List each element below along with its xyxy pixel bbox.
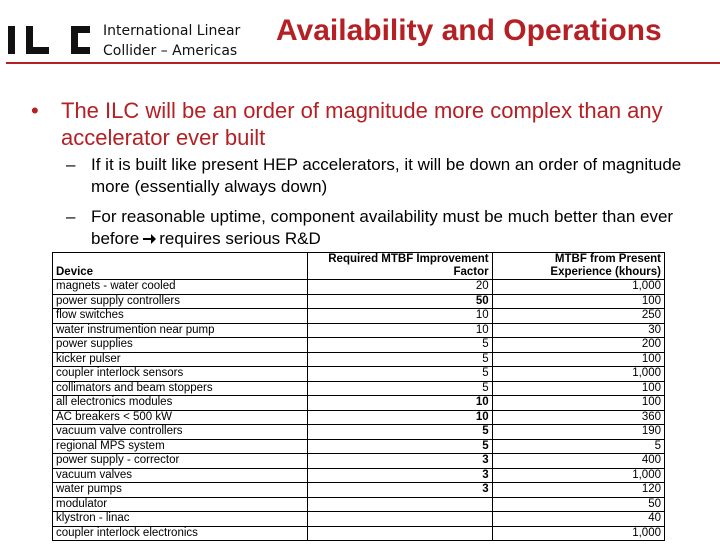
header-improvement-factor: Required MTBF Improvement Factor: [308, 253, 492, 280]
org-line-2: Collider – Americas: [103, 43, 238, 59]
device-cell: magnets - water cooled: [53, 280, 308, 295]
improvement-factor-cell: 5: [308, 439, 492, 454]
present-mtbf-cell: 120: [492, 483, 664, 498]
improvement-factor-cell: 10: [308, 309, 492, 324]
improvement-factor-cell: [308, 526, 492, 541]
main-bullet-text: The ILC will be an order of magnitude more complex than any accelerator ever built: [61, 98, 663, 150]
table-row: [53, 294, 665, 309]
mtbf-table: [52, 252, 665, 541]
table-row: [53, 468, 665, 483]
present-mtbf-cell: 100: [492, 396, 664, 411]
device-cell: kicker pulser: [53, 352, 308, 367]
table-row: [53, 309, 665, 324]
bullet-dot: •: [31, 98, 39, 123]
table-row: [53, 497, 665, 512]
table-row: [53, 410, 665, 425]
header-device: Device: [53, 253, 308, 280]
present-mtbf-cell: 190: [492, 425, 664, 440]
improvement-factor-cell: 5: [308, 338, 492, 353]
table-row: [53, 280, 665, 295]
device-cell: modulator: [53, 497, 308, 512]
device-cell: all electronics modules: [53, 396, 308, 411]
page-title: Availability and Operations: [276, 14, 662, 47]
arrow-right-icon: [142, 232, 156, 246]
device-cell: flow switches: [53, 309, 308, 324]
present-mtbf-cell: 1,000: [492, 280, 664, 295]
table-row: [53, 425, 665, 440]
sub-bullet-dash: –: [66, 207, 76, 226]
present-mtbf-cell: 50: [492, 497, 664, 512]
improvement-factor-cell: 10: [308, 410, 492, 425]
table-body: [53, 280, 665, 541]
table-row: [53, 439, 665, 454]
improvement-factor-cell: 10: [308, 323, 492, 338]
table-row: [53, 323, 665, 338]
improvement-factor-cell: 50: [308, 294, 492, 309]
improvement-factor-cell: 5: [308, 381, 492, 396]
device-cell: water pumps: [53, 483, 308, 498]
present-mtbf-cell: 1,000: [492, 526, 664, 541]
present-mtbf-cell: 40: [492, 512, 664, 527]
improvement-factor-cell: [308, 497, 492, 512]
table-row: [53, 483, 665, 498]
device-cell: power supply controllers: [53, 294, 308, 309]
sub-bullet-2-before: For reasonable uptime, component availability must be much better than ever before: [91, 207, 674, 248]
device-cell: power supply - corrector: [53, 454, 308, 469]
improvement-factor-cell: 5: [308, 425, 492, 440]
present-mtbf-cell: 1,000: [492, 367, 664, 382]
table-row: [53, 381, 665, 396]
present-mtbf-cell: 100: [492, 352, 664, 367]
present-mtbf-cell: 1,000: [492, 468, 664, 483]
table-row: [53, 352, 665, 367]
table-header-row: [53, 253, 665, 280]
present-mtbf-cell: 100: [492, 294, 664, 309]
improvement-factor-cell: 3: [308, 468, 492, 483]
device-cell: vacuum valves: [53, 468, 308, 483]
table-row: [53, 396, 665, 411]
present-mtbf-cell: 100: [492, 381, 664, 396]
present-mtbf-cell: 200: [492, 338, 664, 353]
present-mtbf-cell: 360: [492, 410, 664, 425]
table-row: [53, 367, 665, 382]
device-cell: water instrumention near pump: [53, 323, 308, 338]
table-row: [53, 338, 665, 353]
table-row: [53, 526, 665, 541]
org-name: [103, 21, 240, 61]
improvement-factor-cell: 5: [308, 352, 492, 367]
mtbf-table-container: [52, 252, 666, 552]
device-cell: regional MPS system: [53, 439, 308, 454]
present-mtbf-cell: 30: [492, 323, 664, 338]
title-divider: [6, 62, 720, 64]
device-cell: klystron - linac: [53, 512, 308, 527]
improvement-factor-cell: 3: [308, 483, 492, 498]
device-cell: coupler interlock sensors: [53, 367, 308, 382]
improvement-factor-cell: 3: [308, 454, 492, 469]
improvement-factor-cell: [308, 512, 492, 527]
ilc-logo-icon: [6, 24, 96, 56]
header-present-mtbf: MTBF from Present Experience (khours): [492, 253, 664, 280]
improvement-factor-cell: 5: [308, 367, 492, 382]
sub-bullet-2-after: requires serious R&D: [159, 229, 321, 248]
present-mtbf-cell: 250: [492, 309, 664, 324]
sub-bullet-2-text: [91, 206, 701, 250]
sub-bullet-1-text: If it is built like present HEP accelerators, it will be down an order of magnitude more (essentially always down): [91, 155, 682, 196]
present-mtbf-cell: 400: [492, 454, 664, 469]
table-row: [53, 454, 665, 469]
device-cell: power supplies: [53, 338, 308, 353]
sub-bullet-dash: –: [66, 155, 76, 174]
table-row: [53, 512, 665, 527]
device-cell: collimators and beam stoppers: [53, 381, 308, 396]
improvement-factor-cell: 10: [308, 396, 492, 411]
device-cell: AC breakers < 500 kW: [53, 410, 308, 425]
present-mtbf-cell: 5: [492, 439, 664, 454]
improvement-factor-cell: 20: [308, 280, 492, 295]
org-line-1: International Linear: [103, 23, 241, 39]
device-cell: vacuum valve controllers: [53, 425, 308, 440]
device-cell: coupler interlock electronics: [53, 526, 308, 541]
